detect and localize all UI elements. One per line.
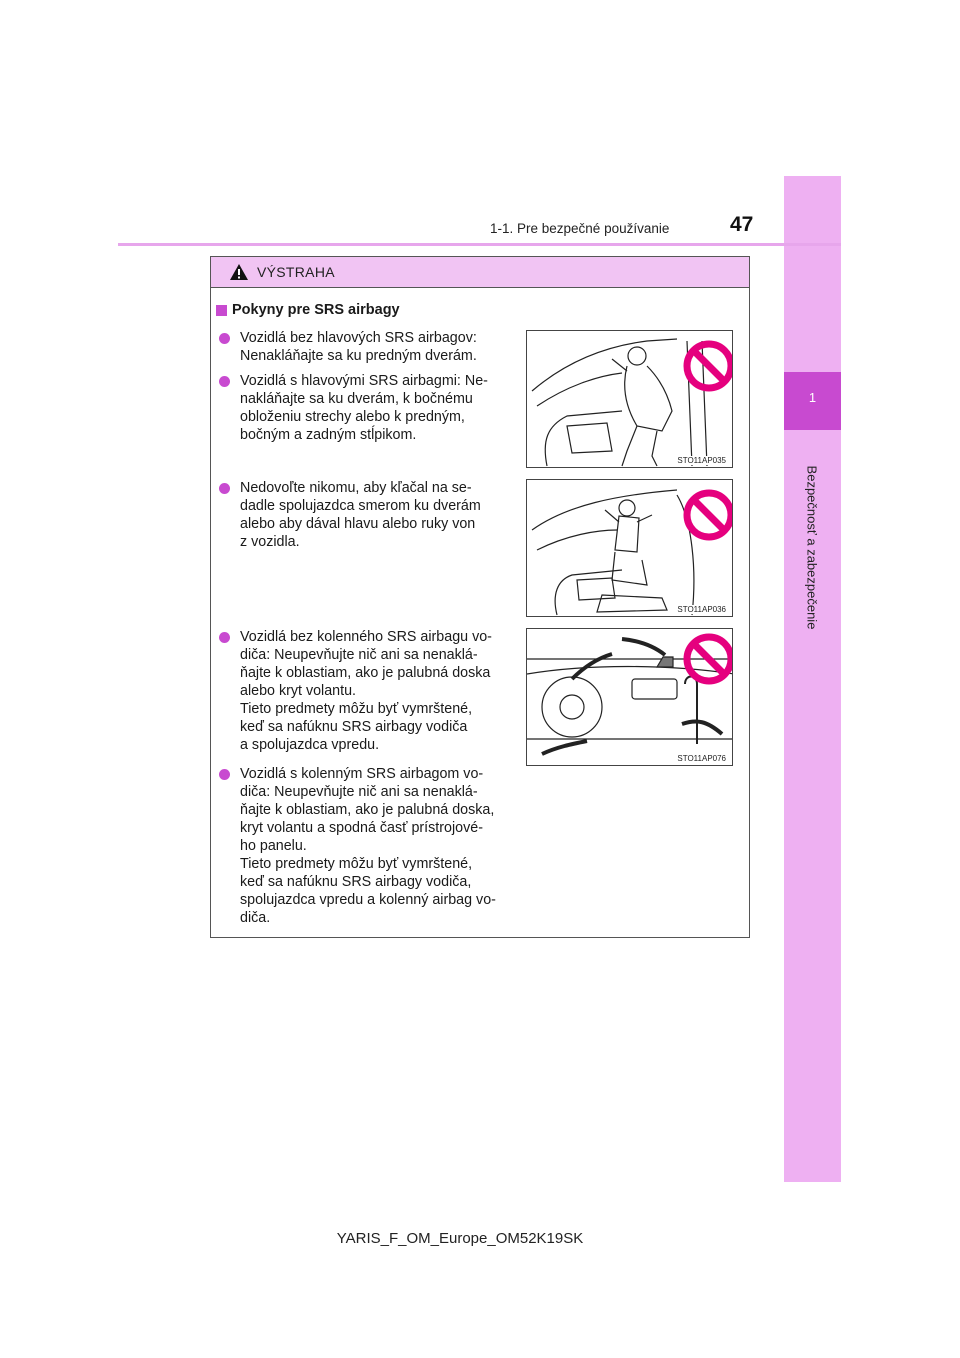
list-item-text: Vozidlá bez kolenného SRS airbagu vo- diča: Neupevňujte nič ani sa nenaklá- ňajte k oblastiam, ako je palubná doska alebo kryt volantu. Tieto predmety môžu byť vymrštené, keď sa nafúknu SRS airbagy vodiča a spolujazdca vpredu. bbox=[240, 629, 492, 753]
bullet-dot-icon bbox=[219, 376, 230, 387]
bullet-dot-icon bbox=[219, 333, 230, 344]
chapter-number-tab: 1 bbox=[784, 372, 841, 430]
illustration-dashboard bbox=[526, 628, 733, 766]
section-heading bbox=[216, 302, 400, 318]
illustration-code: STO11AP035 bbox=[677, 456, 726, 465]
illustration-code: STO11AP076 bbox=[677, 754, 726, 763]
bullet-dot-icon bbox=[219, 769, 230, 780]
warning-box bbox=[210, 256, 750, 938]
section-heading-text: Pokyny pre SRS airbagy bbox=[232, 302, 400, 318]
list-item-text: Vozidlá bez hlavových SRS airbagov: Nenakláňajte sa ku predným dverám. bbox=[240, 330, 477, 364]
warning-triangle-icon bbox=[229, 263, 249, 281]
list-item bbox=[219, 329, 519, 365]
list-item bbox=[219, 479, 519, 551]
section-title: 1-1. Pre bezpečné používanie bbox=[490, 221, 670, 236]
list-item-text: Vozidlá s hlavovými SRS airbagmi: Ne- nakláňajte sa ku dverám, k bočnému obloženiu strechy alebo k predným, bočným a zadným stĺpikom. bbox=[240, 373, 488, 443]
illustration-leaning-door bbox=[526, 330, 733, 468]
square-bullet-icon bbox=[216, 305, 227, 316]
list-item bbox=[219, 765, 519, 927]
warning-header bbox=[211, 257, 749, 288]
page-number: 47 bbox=[730, 213, 754, 236]
side-tab bbox=[784, 176, 841, 1182]
illustration-kneeling-seat bbox=[526, 479, 733, 617]
list-item-text: Nedovoľte nikomu, aby kľačal na se- dadle spolujazdca smerom ku dverám alebo aby dával hlavu alebo ruky von z vozidla. bbox=[240, 480, 481, 550]
warning-title: VÝSTRAHA bbox=[257, 264, 335, 280]
document-footer: YARIS_F_OM_Europe_OM52K19SK bbox=[336, 1230, 584, 1247]
list-item-text: Vozidlá s kolenným SRS airbagom vo- diča: Neupevňujte nič ani sa nenaklá- ňajte k oblastiam, ako je palubná doska, kryt volantu a spodná časť prístrojové- ho panelu. Tieto predmety môžu byť vymrštené, keď sa nafúknu SRS airbagy vodiča, spolujazdca vpredu a kolenný airbag vo- diča. bbox=[240, 766, 496, 926]
header-divider bbox=[118, 243, 841, 246]
bullet-dot-icon bbox=[219, 483, 230, 494]
chapter-title: Bezpečnosť a zabezpečenie bbox=[804, 465, 820, 630]
illustration-code: STO11AP036 bbox=[677, 605, 726, 614]
list-item bbox=[219, 628, 519, 754]
bullet-dot-icon bbox=[219, 632, 230, 643]
list-item bbox=[219, 372, 519, 444]
